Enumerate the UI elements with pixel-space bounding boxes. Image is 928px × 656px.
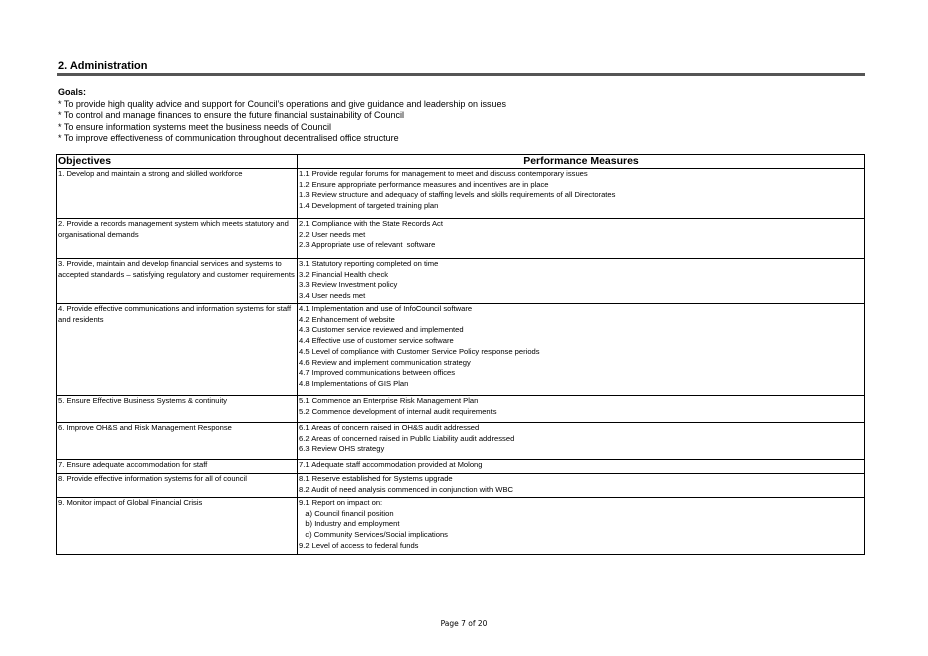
table-row (57, 219, 865, 259)
measure-item: 6.2 Areas of concerned raised in Publlc Liability audit addressed (299, 433, 515, 443)
measure-item: 4.3 Customer service reviewed and implemented (299, 325, 464, 335)
objective-cell: 6. Improve OH&S and Risk Management Response (57, 423, 298, 460)
table-row (57, 423, 865, 460)
measure-item: 7.1 Adequate staff accommodation provided at Molong (299, 460, 483, 469)
measure-item: 8.1 Reserve established for Systems upgrade (299, 474, 453, 483)
measures-cell (298, 474, 865, 498)
measure-item: 4.1 Implementation and use of InfoCouncil software (299, 304, 473, 313)
measure-item: 2.1 Compliance with the State Records Act (299, 219, 443, 228)
goal-item: * To improve effectiveness of communication throughout decentralised office structure (58, 133, 399, 143)
measure-item: 4.7 Improved communications between offices (299, 368, 456, 378)
heading-underline (57, 73, 865, 76)
goals-title: Goals: (58, 87, 87, 97)
objective-cell: 1. Develop and maintain a strong and skilled workforce (57, 169, 298, 219)
measures-cell (298, 169, 865, 219)
table-row (57, 169, 865, 219)
measure-item: 1.2 Ensure appropriate performance measures and incentives are in place (299, 179, 549, 189)
performance-measures-header: Performance Measures (298, 155, 865, 169)
objective-cell: 3. Provide, maintain and develop financial services and systems to accepted standards – satisfying regulatory and customer requirements (57, 259, 298, 304)
measure-item: 4.2 Enhancement of website (299, 314, 395, 324)
measure-item: 5.2 Commence development of internal audit requirements (299, 406, 497, 416)
table-row (57, 498, 865, 555)
objectives-table (56, 154, 865, 555)
measures-cell (298, 396, 865, 423)
goal-item: * To control and manage finances to ensure the future financial sustainability of Council (58, 110, 405, 120)
measure-item: 9.1 Report on impact on: (299, 498, 383, 507)
objectives-header: Objectives (57, 155, 298, 169)
measure-item: 6.1 Areas of concern raised in OH&S audit addressed (299, 423, 480, 432)
measures-cell (298, 460, 865, 474)
measure-item: a) Council financil position (299, 508, 394, 518)
objective-cell: 2. Provide a records management system which meets statutory and organisational demands (57, 219, 298, 259)
measures-cell (298, 304, 865, 396)
measure-item: 3.1 Statutory reporting completed on time (299, 259, 439, 268)
goal-item: * To provide high quality advice and support for Council’s operations and give guidance and leadership on issues (58, 98, 506, 109)
table-row (57, 304, 865, 396)
measure-item: b) Industry and employment (299, 519, 400, 529)
measure-item: 8.2 Audit of need analysis commenced in conjunction with WBC (299, 484, 514, 494)
table-header-row (57, 155, 865, 169)
table-row (57, 460, 865, 474)
measure-item: 9.2 Level of access to federal funds (299, 540, 419, 550)
goal-item: * To ensure information systems meet the business needs of Council (58, 121, 331, 132)
objective-cell: 5. Ensure Effective Business Systems & continuity (57, 396, 298, 423)
measure-item: 1.3 Review structure and adequacy of staffing levels and skills requirements of all Directorates (299, 190, 616, 200)
measures-cell (298, 498, 865, 555)
measure-item: 2.3 Appropriate use of relevant software (299, 240, 436, 250)
table-row (57, 474, 865, 498)
measure-item: 4.5 Level of compliance with Customer Service Policy response periods (299, 346, 540, 356)
measure-item: 3.2 Financial Health check (299, 269, 389, 279)
objective-cell: 4. Provide effective communications and information systems for staff and residents (57, 304, 298, 396)
objective-cell: 7. Ensure adequate accommodation for staff (57, 460, 298, 474)
measure-item: 6.3 Review OHS strategy (299, 444, 385, 454)
measure-item: 3.4 User needs met (299, 291, 366, 301)
section-heading: 2. Administration (58, 60, 148, 72)
measure-item: 5.1 Commence an Enterprise Risk Management Plan (299, 396, 479, 405)
objective-cell: 9. Monitor impact of Global Financial Crisis (57, 498, 298, 555)
table-row (57, 259, 865, 304)
measure-item: c) Community Services/Social implications (299, 530, 448, 540)
objective-cell: 8. Provide effective information systems for all of council (57, 474, 298, 498)
measures-cell (298, 259, 865, 304)
measures-cell (298, 423, 865, 460)
measure-item: 4.8 Implementations of GIS Plan (299, 378, 409, 388)
page-number: Page 7 of 20 (440, 619, 488, 628)
measure-item: 4.4 Effective use of customer service software (299, 336, 454, 346)
measures-cell (298, 219, 865, 259)
measure-item: 1.4 Development of targeted training plan (299, 201, 439, 211)
table-row (57, 396, 865, 423)
measure-item: 3.3 Review Investment policy (299, 280, 398, 290)
goals-block (58, 87, 506, 145)
measure-item: 1.1 Provide regular forums for management to meet and discuss contemporary issues (299, 169, 588, 178)
measure-item: 2.2 User needs met (299, 229, 366, 239)
measure-item: 4.6 Review and implement communication strategy (299, 357, 471, 367)
